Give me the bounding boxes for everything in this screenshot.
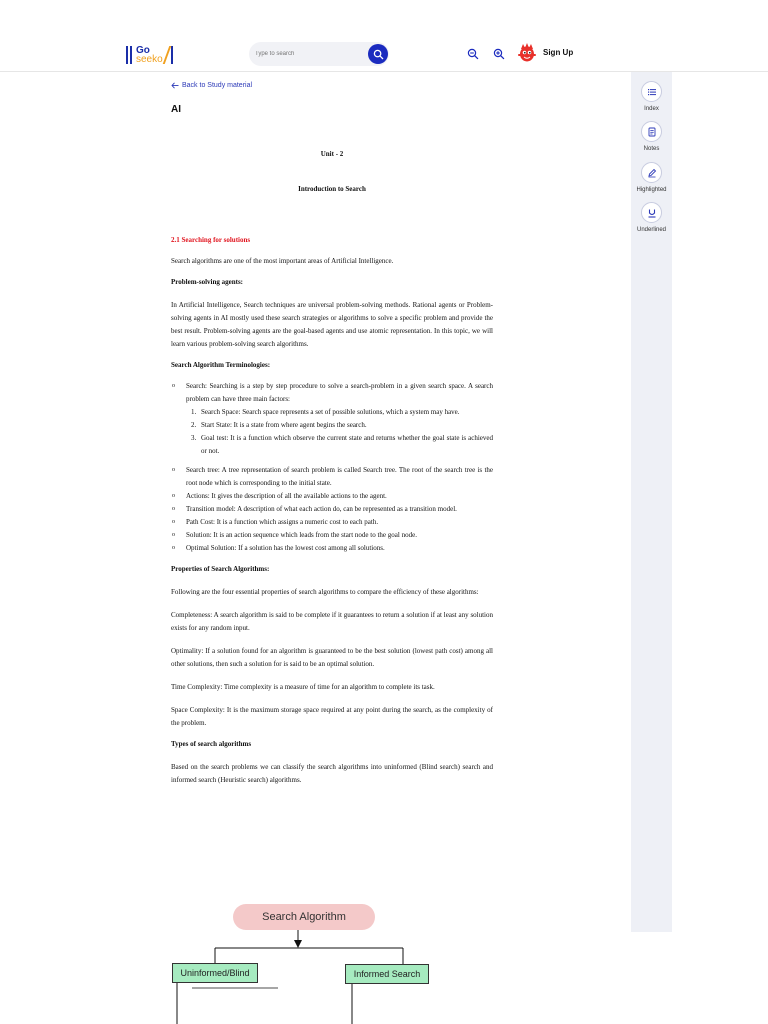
logo-slash [162,46,171,64]
goseeko-logo[interactable] [126,44,173,66]
sidebar-item-underlined[interactable] [631,202,672,233]
section-heading: 2.1 Searching for solutions [171,236,251,244]
underline-icon [647,208,657,218]
paragraph: Completeness: A search algorithm is said to be complete if it guarantees to return a solution if at least any solution exists for any random input. [171,611,493,632]
subheading: Properties of Search Algorithms: [171,565,270,573]
pen-icon [647,168,657,178]
subheading: Problem-solving agents: [171,278,244,286]
notes-button[interactable] [641,121,662,142]
sidebar-item-index[interactable] [631,81,672,112]
sidebar-item-notes[interactable] [631,121,672,152]
sidebar-item-label: Highlighted [636,187,667,193]
diagram-informed-node: Informed Search [345,964,429,984]
zoom-out-icon[interactable] [467,48,479,60]
list-item [171,380,493,458]
list-item-text: Goal test: It is a function which observe the current state and returns whether the goal state is achieved or not. [201,434,493,455]
list-item: 1. Search Space: Search space represents a set of possible solutions, which a system may have. [191,408,460,416]
search-icon [373,49,384,60]
paragraph: In Artificial Intelligence, Search techniques are universal problem-solving methods. Rational agents or Problem-solving agents in AI mostly used these search strategies or algorithms to solve a specific problem and provide the best result. Problem-solving agents are the goal-based agents and use atomic representation. In this topic, we will learn various problem-solving search algorithms. [171,301,493,348]
list-item-text: Start State: It is a state from where agent begins the search. [201,421,367,429]
sidebar-item-label: Underlined [636,227,667,233]
search-button[interactable] [368,44,388,64]
subheading: Search Algorithm Terminologies: [171,361,271,369]
highlighted-button[interactable] [641,162,662,183]
right-tool-sidebar [631,72,672,932]
logo-bar [130,46,132,64]
unit-heading: Unit - 2 [320,150,344,158]
search-input[interactable] [255,46,365,62]
sidebar-item-label: Index [644,106,659,112]
top-header [0,0,768,72]
paragraph: Optimality: If a solution found for an algorithm is guaranteed to be the best solution (lowest path cost) among all other solutions, then such a solution for is said to be an optimal solution. [171,647,493,668]
sidebar-item-highlighted[interactable] [631,162,672,193]
underlined-button[interactable] [641,202,662,223]
list-item: o Solution: It is an action sequence which leads from the start node to the goal node. [171,529,493,542]
index-button[interactable] [641,81,662,102]
intro-heading: Introduction to Search [298,185,366,193]
logo-bar [126,46,128,64]
list-icon [647,87,657,97]
terminology-list [171,380,493,458]
page-title: AI [171,104,181,115]
diagram-uninformed-node: Uninformed/Blind [172,963,258,983]
sign-up-link[interactable]: Sign Up [543,48,574,57]
list-item-text: Search Space: Search space represents a set of possible solutions, which a system may have. [201,408,460,416]
back-link-label: Back to Study material [182,82,253,89]
list-item: o Transition model: A description of what each action do, can be represented as a transition model. [171,503,493,516]
subheading: Types of search algorithms [171,740,252,748]
list-item: o Path Cost: It is a function which assigns a numeric cost to each path. [171,516,493,529]
logo-slash [171,46,173,64]
list-item: o Optimal Solution: If a solution has the lowest cost among all solutions. [171,542,493,555]
paragraph: Following are the four essential properties of search algorithms to compare the efficiency of these algorithms: [171,588,479,596]
diagram-root-node: Search Algorithm [233,904,375,930]
list-item: o Actions: It gives the description of all the available actions to the agent. [171,490,493,503]
mascot-avatar-icon[interactable] [516,42,538,64]
paragraph: Space Complexity: It is the maximum storage space required at any point during the search, as the complexity of the problem. [171,706,493,727]
document-body [171,148,493,787]
list-item: o Search tree: A tree representation of search problem is called Search tree. The root of the search tree is the root node which is corresponding to the initial state. [171,464,493,490]
zoom-in-icon[interactable] [493,48,505,60]
arrow-left-icon [171,82,179,89]
list-item-text: Search: Searching is a step by step procedure to solve a search-problem in a given search space. A search problem can have three main factors: [186,382,493,403]
notes-icon [647,127,657,137]
sidebar-item-label: Notes [643,146,660,152]
search-algorithm-diagram [170,900,440,1024]
paragraph: Search algorithms are one of the most important areas of Artificial Intelligence. [171,257,394,265]
list-item: 2. Start State: It is a state from where agent begins the search. [191,421,367,429]
logo-text [136,46,163,64]
list-item: 3. Goal test: It is a function which observe the current state and returns whether the goal state is achieved or not. [191,434,493,455]
paragraph: Time Complexity: Time complexity is a measure of time for an algorithm to complete its task. [171,683,435,691]
logo-seeko: seeko [136,54,163,65]
terminology-list [171,464,493,555]
factor-list [186,406,493,458]
back-to-study-material-link[interactable] [171,82,252,89]
logo-go: Go [136,45,150,56]
paragraph: Based on the search problems we can classify the search algorithms into uninformed (Blind search) search and informed search (Heuristic search) algorithms. [171,763,493,784]
